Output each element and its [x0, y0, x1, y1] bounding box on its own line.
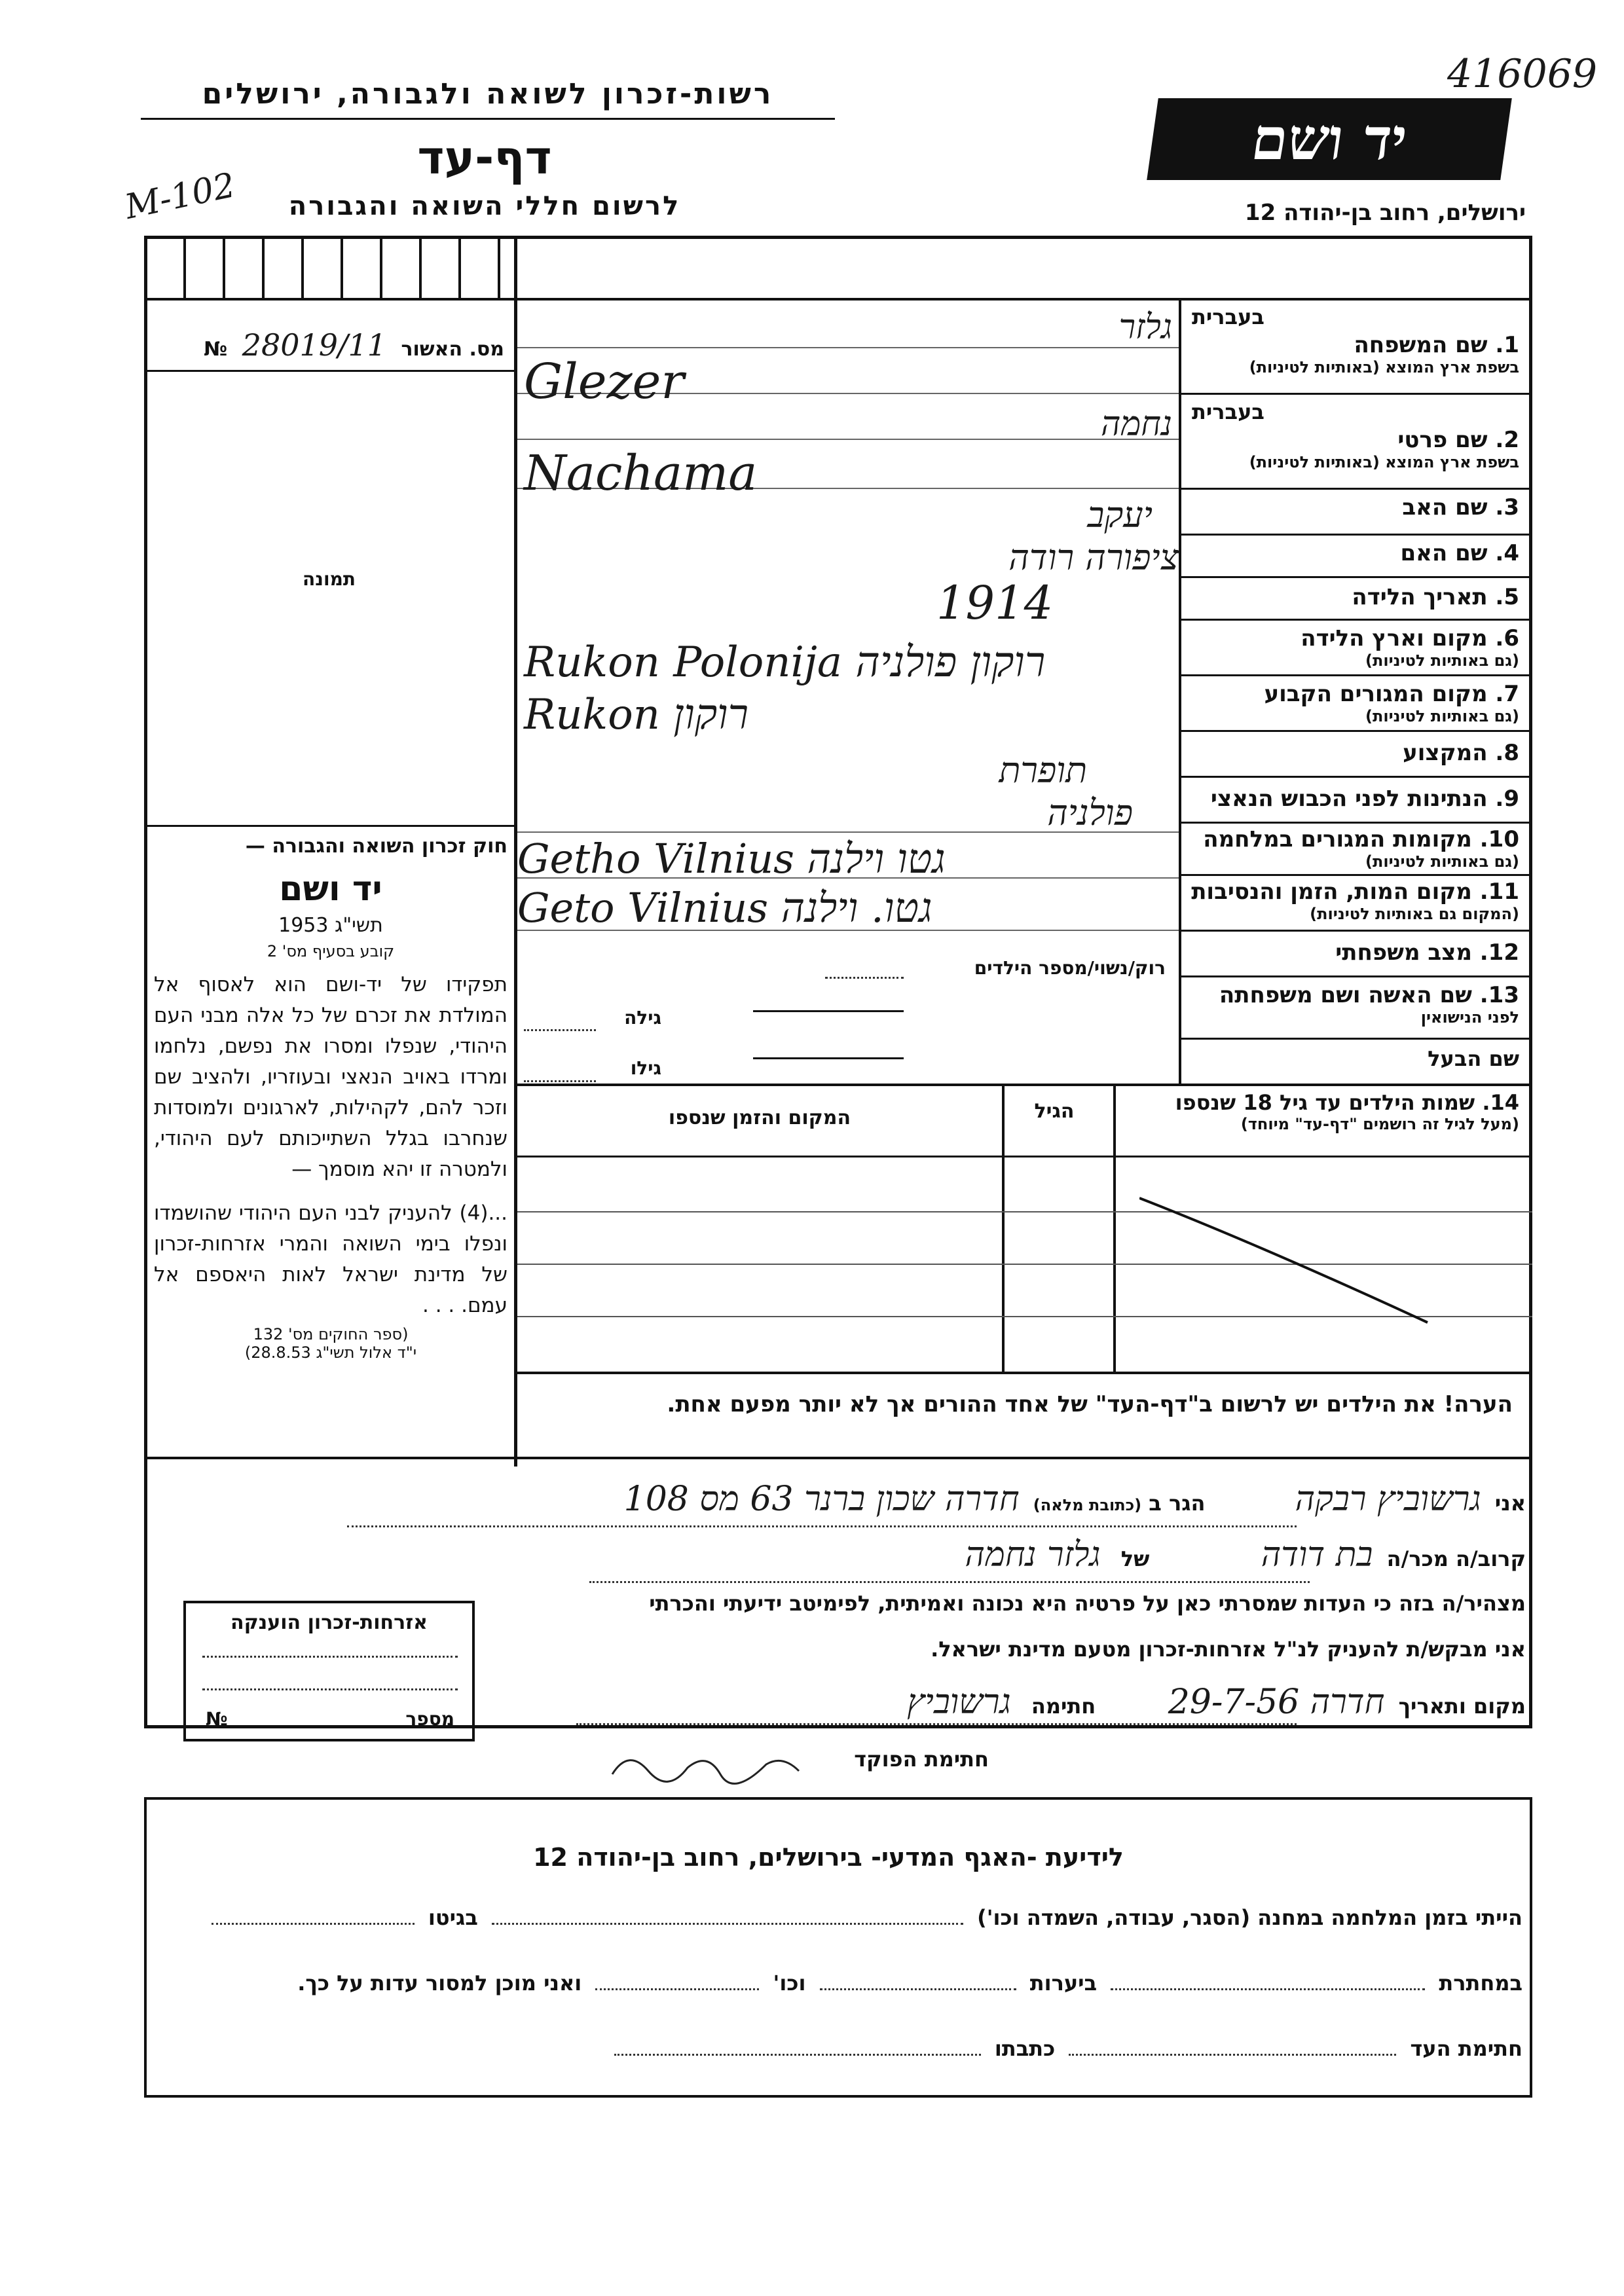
footer-witness-signature-line	[1069, 2054, 1396, 2056]
footer-ghetto-label: בגיטו	[428, 1905, 478, 1930]
relative-label: קרוב/ה מכר/ה	[1386, 1546, 1526, 1571]
tick	[223, 236, 225, 298]
tick	[301, 236, 304, 298]
footer-left-rule	[144, 1797, 147, 2098]
field-9-label: 9. הנתינות לפני הכבוש הנאצי	[1210, 786, 1519, 812]
husband-age-label: גילו	[630, 1057, 661, 1079]
citizenship-box-line-2	[202, 1688, 458, 1690]
footer-line-3	[154, 2036, 1522, 2061]
citizenship-box-line-1	[202, 1656, 458, 1658]
field-1-sublabel: בשפת ארץ המוצא (באותיות לטיניות)	[1249, 358, 1519, 376]
law-text-1: תפקידו של יד-ושם הוא לאסוף אל המולדת את זכרם של כל אלה מבני העם היהודי, שנפלו ומסרו את נפשם, נלחמו ומרדו באויב הנאצי ובעוזריו, ולהציב שם וזכר להם, לקהילות, לארגונים ולמוסדות שנחרבו בגלל השתייכותם לעם היהודי, ולמטרה זו יהא מוסמך —	[154, 973, 507, 1181]
row-sep	[1179, 776, 1532, 778]
field-2-hebrew-value: נחמה	[1101, 405, 1172, 444]
footer-etc-label: וכו'	[773, 1971, 806, 1995]
field-13-age-line	[524, 1029, 596, 1031]
margin-note: M-102	[121, 165, 239, 228]
children-table-top	[517, 1084, 1532, 1086]
citizenship-number-row	[206, 1708, 454, 1730]
registration-symbol: №	[204, 338, 228, 361]
field-11-sublabel: (המקום גם באותיות לטיניות)	[1310, 905, 1519, 923]
field-1-label-block	[1179, 304, 1519, 376]
field-6-label: 6. מקום וארץ הלידה	[1301, 625, 1519, 651]
husband-label: שם הבעל	[1428, 1046, 1519, 1071]
field-4-value: ציפורה רודה	[1008, 537, 1179, 578]
row-sep	[1179, 975, 1532, 977]
footer-bottom-rule	[144, 2095, 1532, 2098]
officer-label: חתימת הפוקד	[854, 1747, 989, 1772]
form-title: דף-עד	[417, 131, 552, 185]
law-section: קובע בסעיף מס' 2	[267, 942, 395, 960]
declarant-value: גרשוביץ רבקה	[1295, 1480, 1481, 1519]
field-2-sublabel: בשפת ארץ המוצא (באותיות לטיניות)	[1249, 453, 1519, 471]
citizenship-box-title: אזרחות-זכרון הוענקה	[230, 1611, 428, 1634]
children-col-age: הגיל	[1034, 1100, 1075, 1123]
note-bottom	[144, 1457, 1532, 1459]
tick	[380, 236, 382, 298]
field-3-label: 3. שם האב	[1402, 494, 1519, 520]
of-value: גלזר נחמה	[965, 1535, 1101, 1575]
tick-strip-bottom	[144, 298, 1532, 301]
field-7-label: 7. מקום המגורים הקבוע	[1264, 681, 1519, 707]
signature-label: חתימה	[1031, 1694, 1096, 1719]
footer-line-1	[154, 1905, 1522, 1930]
resides-label: הגר ב	[1149, 1491, 1206, 1516]
field-2-label-block	[1179, 399, 1519, 471]
statement-1: מצהיר/ה בזה כי העדות שמסרתי כאן על פרטיה היא נכונה ואמיתית, לפימיטב ידיעתי והכרתי	[649, 1591, 1526, 1616]
row-sep	[1179, 674, 1532, 676]
children-col-divider-2	[1002, 1084, 1005, 1372]
footer-camp-line	[492, 1923, 963, 1925]
signature-value: גרשוביץ	[907, 1683, 1011, 1722]
registration-row	[167, 327, 504, 363]
field-10-label-block	[1179, 826, 1519, 871]
field-7-label-block	[1179, 681, 1519, 725]
row-sep	[1179, 1038, 1532, 1040]
field-2-latin-value: Nachama	[524, 445, 758, 501]
field-14-sublabel: (מעל לגיל זה רושמים "דף-עד" מיוחד)	[1240, 1115, 1519, 1133]
field-5-value: 1914	[936, 576, 1054, 630]
husband-age-line	[524, 1080, 596, 1082]
field-13-label-block	[1179, 982, 1519, 1027]
field-12-options: רוק/נשוי/מספר הילדים	[974, 957, 1166, 979]
field-9-value: פולניה	[1047, 792, 1133, 833]
citizenship-box	[183, 1601, 475, 1741]
footer-testify-label: ואני מוכן למסור עדות על כך.	[297, 1971, 582, 1995]
field-6-sublabel: (גם באותיות לטיניות)	[1365, 651, 1519, 670]
tick	[183, 236, 186, 298]
value-line	[517, 347, 1179, 348]
signature-line	[576, 1723, 1297, 1725]
field-13-age-label: גילה	[624, 1007, 661, 1029]
field-1-hebrew-value: גלזר	[1118, 308, 1172, 347]
field-13-label: 13. שם האשה ושם משפחתה	[1219, 982, 1519, 1008]
resides-sublabel: (כתובת מלאה)	[1033, 1496, 1142, 1514]
law-panel	[154, 835, 507, 1362]
field-7-sublabel: (גם באותיות לטיניות)	[1365, 707, 1519, 725]
officer-signature-scribble	[609, 1741, 805, 1787]
tick	[458, 236, 461, 298]
field-12-children-line	[825, 977, 904, 979]
registration-value: 28019/11	[242, 327, 387, 363]
field-1-hebrew-tag: בעברית	[1192, 304, 1264, 329]
footer-underground-label: במחתרת	[1439, 1971, 1522, 1995]
children-strike-line	[1139, 1185, 1441, 1329]
footer-witness-signature-label: חתימת העד	[1410, 2036, 1522, 2061]
address-line	[347, 1525, 1297, 1527]
row-sep	[1179, 534, 1532, 536]
field-1-label: 1. שם המשפחה	[1354, 332, 1519, 358]
footer-address-line	[614, 2054, 981, 2056]
field-13-sublabel: לפני הנישואין	[1420, 1008, 1519, 1027]
row-sep	[1179, 930, 1532, 932]
law-ref-1: (ספר החוקים מס' 132	[253, 1325, 409, 1343]
husband-dash	[753, 1057, 904, 1059]
form-note: הערה! את הילדים יש לרשום ב"דף-העד" של אחד ההורים אך לא יותר מפעם אחת.	[667, 1391, 1513, 1417]
registration-label: מס. האשור	[401, 338, 504, 361]
photo-placeholder	[144, 372, 514, 830]
tick	[419, 236, 422, 298]
children-col-place: המקום והזמן שנספו	[668, 1106, 851, 1129]
footer-separator	[144, 1797, 1532, 1800]
field-14-label: 14. שמות הילדים עד גיל 18 שנספו	[1175, 1090, 1519, 1115]
row-sep	[1179, 874, 1532, 876]
row-sep	[1179, 730, 1532, 732]
field-6-label-block	[1179, 625, 1519, 670]
statement-2: אני מבקש/ת להעניק לנ"ל אזרחות-זכרון מטעם מדינת ישראל.	[931, 1637, 1526, 1662]
tick	[341, 236, 343, 298]
footer-camp-label: הייתי בזמן המלחמה במחנה (הסגר, עבודה, השמדה וכו')	[977, 1905, 1522, 1930]
place-date-row	[530, 1683, 1526, 1722]
photo-label: תמונה	[303, 568, 356, 590]
declarant-label: אני	[1494, 1491, 1526, 1516]
form-subtitle: לרשום חללי השואה והגבורה	[288, 191, 681, 221]
citizenship-number-label: מספר	[405, 1708, 454, 1730]
row-sep	[1179, 393, 1532, 395]
footer-ghetto-line	[212, 1923, 415, 1925]
field-10-sublabel: (גם באותיות לטיניות)	[1365, 852, 1519, 871]
relative-line	[589, 1581, 1310, 1583]
law-name: יד ושם	[279, 869, 382, 909]
law-year: תשי"ג 1953	[278, 914, 383, 937]
row-sep	[1179, 822, 1532, 824]
law-title: חוק זכרון השואה והגבורה —	[245, 835, 507, 858]
field-7-value: Rukon רוקון	[524, 691, 749, 739]
row-sep	[1179, 576, 1532, 578]
field-2-hebrew-tag: בעברית	[1192, 399, 1264, 424]
row-sep	[1179, 488, 1532, 490]
footer-right-rule	[1530, 1797, 1532, 2098]
field-11-label: 11. מקום המות, הזמן והנסיבות	[1191, 879, 1519, 905]
photo-box-bottom	[144, 825, 514, 827]
field-8-value: תופרת	[999, 750, 1087, 791]
tick	[262, 236, 265, 298]
place-date-label: מקום ותאריך	[1398, 1694, 1526, 1719]
field-2-label: 2. שם פרטי	[1397, 427, 1519, 453]
header-address: ירושלים, רחוב בן-יהודה 12	[1244, 200, 1526, 226]
field-11-value: Geto Vilnius גטו. וילנה	[517, 884, 932, 932]
corner-number: 416069	[1447, 51, 1598, 97]
field-13-dash	[753, 1010, 904, 1012]
tick	[498, 236, 500, 298]
field-12-label: 12. מצב משפחתי	[1335, 939, 1519, 966]
relative-value: בת דודה	[1261, 1535, 1373, 1575]
field-14-label-block	[1120, 1090, 1519, 1133]
field-1-latin-value: Glezer	[524, 354, 684, 410]
law-text-2: ...(4) להעניק לבני העם היהודי שהושמדו ונפלו בימי השואה והמרי אזרחות-זכרון של מדינת ישראל לאות היאספם אל עמם. . . .	[154, 1201, 507, 1317]
field-10-value: Getho Vilnius גטו וילנה	[517, 835, 946, 883]
children-col-divider-1	[1113, 1084, 1116, 1372]
field-4-label: 4. שם האם	[1400, 540, 1519, 566]
citizenship-number-symbol: №	[206, 1708, 228, 1730]
footer-underground-line	[1111, 1988, 1425, 1990]
declaration-line-1	[347, 1480, 1526, 1519]
field-8-label: 8. המקצוע	[1403, 740, 1519, 766]
footer-forests-label: ביערות	[1029, 1971, 1098, 1995]
footer-forests-line	[820, 1988, 1016, 1990]
footer-title: לידיעת -האגף המדעי- בירושלים, רחוב בן-יהודה 12	[533, 1843, 1124, 1872]
children-header-bottom	[517, 1156, 1532, 1157]
field-10-label: 10. מקומות המגורים במלחמה	[1203, 826, 1519, 852]
yad-vashem-logo	[1147, 98, 1512, 180]
of-label: של	[1120, 1546, 1150, 1571]
footer-etc-line	[595, 1988, 759, 1990]
declaration-line-2	[589, 1535, 1526, 1575]
address-value: חדרה שכון ברנר 63 מס 108	[623, 1480, 1020, 1519]
field-3-value: יעקב	[1087, 494, 1153, 536]
field-5-label: 5. תאריך הלידה	[1352, 584, 1519, 610]
logo-text: יד ושם	[1247, 105, 1412, 173]
field-6-value: Rukon Polonija רוקון פולניה	[524, 638, 1046, 687]
row-sep	[1179, 619, 1532, 621]
law-ref-2: י"ד אלול תשי"ג 28.8.53)	[244, 1343, 417, 1362]
note-top	[517, 1372, 1532, 1374]
footer-address-label: כתבתו	[994, 2036, 1056, 2061]
authority-line: רשות-זכרון לשואה ולגבורה, ירושלים	[202, 77, 774, 111]
header-underline	[141, 118, 835, 120]
footer-line-2	[154, 1971, 1522, 1995]
place-date-value: חדרה 29-7-56	[1168, 1683, 1385, 1722]
field-11-label-block	[1179, 879, 1519, 923]
